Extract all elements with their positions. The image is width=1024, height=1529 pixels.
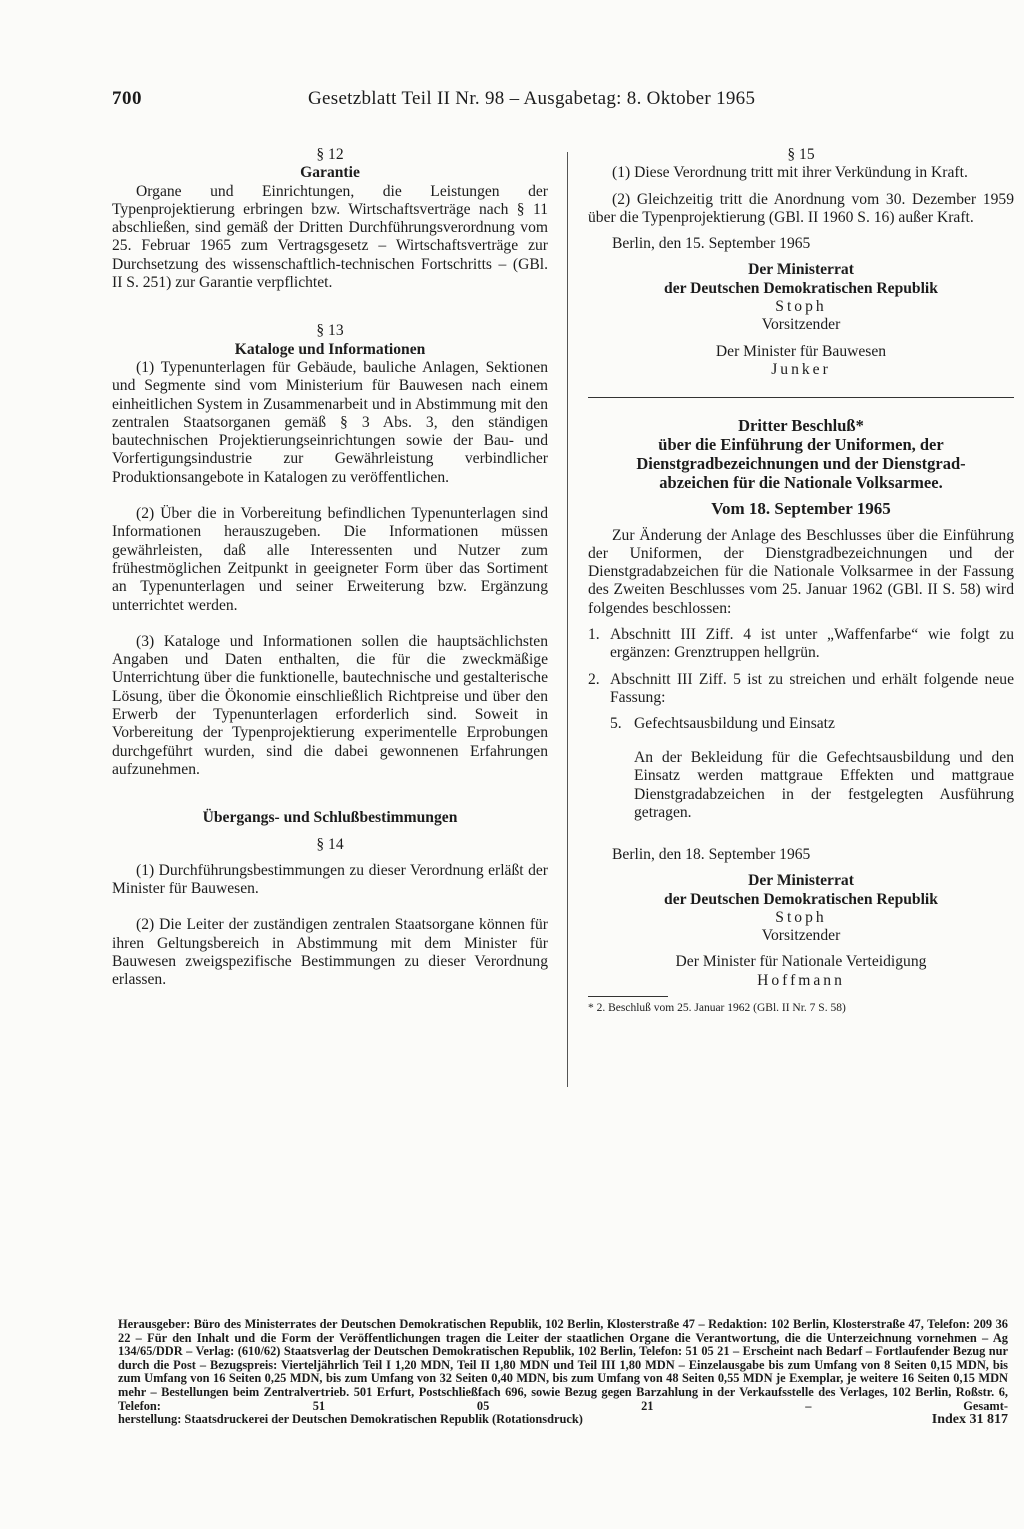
- index-number: Index 31 817: [931, 1412, 1008, 1428]
- decision-subitem: [610, 715, 1014, 733]
- imprint-text: Herausgeber: Büro des Ministerrates der Deutschen Demokratischen Republik, 102 Berlin, Klosterstraße 47 – Redaktion: 102 Berlin, Klosterstraße 47, Telefon: 209 36 22 – Für den Inhalt und die Form der Veröffentlichungen tragen die Leiter der staatlichen Organe die Verantwortung, die die Unterzeichnung vornehmen – Ag 134/65/DDR – Verlag: (610/62) Staatsverlag der Deutschen Demokratischen Republik, 102 Berlin, Telefon: 51 05 21 – Erscheint nach Bedarf – Fortlaufender Bezug nur durch die Post – Bezugspreis: Vierteljährlich Teil I 1,20 MDN, Teil II 1,80 MDN und Teil III 1,80 MDN – Einzelausgabe bis zum Umfang von 8 Seiten 0,15 MDN, bis zum Umfang von 16 Seiten 0,25 MDN, bis zum Umfang von 32 Seiten 0,40 MDN, bis zum Umfang von 48 Seiten 0,55 MDN je Exemplar, je weitere 16 Seiten 0,15 MDN mehr – Bestellungen beim Zentralvertrieb. 501 Erfurt, Postschließfach 696, sowie Bezug gegen Barzahlung in der Verkaufsstelle des Verlages, 102 Berlin, Roßstr. 6, Telefon: 51 05 21 – Gesamt-: [118, 1317, 1008, 1413]
- signature-2-place-date: Berlin, den 18. September 1965: [612, 845, 811, 863]
- signature-1-place-date: Berlin, den 15. September 1965: [612, 235, 811, 253]
- section-12-text: Organe und Einrichtungen, die Leistungen der Typenprojektierung erbringen bzw. Wirtschaftsverträge nach § 11 abschließen, sind gemäß der Dritten Durchführungsverordnung vom 25. Februar 1965 zum Vertragsgesetz – Wirtschaftsverträge zur Durchsetzung des wissenschaftlich-technischen Fortschritts – (GBl. II S. 251) zur Garantie verpflichtet.: [112, 182, 548, 292]
- footnote: * 2. Beschluß vom 25. Januar 1962 (GBl. II Nr. 7 S. 58): [588, 1001, 846, 1014]
- section-15-paragraph-2: (2) Gleichzeitig tritt die Anordnung vom 30. Dezember 1959 über die Typenprojektierung (GBl. II 1960 S. 16) außer Kraft.: [588, 190, 1014, 226]
- decision-items: [588, 626, 1014, 707]
- signature-1-role-1: Vorsitzender: [761, 316, 841, 334]
- section-14-paragraph-2: (2) Die Leiter der zuständigen zentralen Staatsorgane können für ihren Geltungsbereich in Abstimmung mit dem Minister für Bauwesen zweigspezifische Bestimmungen zu dieser Verordnung erlassen.: [112, 916, 548, 989]
- section-14-paragraph-1: (1) Durchführungsbestimmungen zu dieser Verordnung erläßt der Minister für Bauwesen.: [112, 861, 548, 898]
- signature-1-body-line-1: Der Ministerrat: [748, 261, 854, 279]
- decision-item-1-text: Abschnitt III Ziff. 4 ist unter „Waffenfarbe“ wie folgt zu ergänzen: Grenztruppen hellgrün.: [610, 626, 1014, 662]
- decision-item-2-number: 2.: [588, 670, 600, 688]
- section-15-number: § 15: [787, 146, 815, 163]
- signature-1-name-1: Stoph: [775, 298, 827, 316]
- decision-intro: Zur Änderung der Anlage des Beschlusses über die Einführung der Uniformen, der Dienstgradbezeichnungen und der Dienstgradabzeichen für die Nationale Volksarmee in der Fassung des Zweiten Beschlusses vom 25. Januar 1962 (GBl. II S. 58) wird folgendes beschlossen:: [588, 526, 1014, 617]
- transition-heading: Übergangs- und Schlußbestimmungen: [202, 809, 458, 827]
- decision-date: Vom 18. September 1965: [711, 499, 891, 519]
- section-13-title: Kataloge und Informationen: [234, 340, 426, 358]
- imprint: [118, 1318, 1008, 1427]
- column-divider: [567, 152, 568, 1087]
- signature-1-name-2: Junker: [771, 360, 831, 378]
- footnote-rule: [588, 996, 668, 997]
- section-13-paragraph-2: (2) Über die in Vorbereitung befindlichen Typenunterlagen sind Informationen herauszugeben. Die Informationen müssen gewährleisten, daß alle Interessenten und Nutzer zum frühestmöglichen Zeitpunkt in geeigneter Form über das Sortiment an Typenunterlagen und seiner Erweiterung bzw. Ergänzung unterrichtet werden.: [112, 505, 548, 614]
- decision-subitem-title: Gefechtsausbildung und Einsatz: [634, 715, 835, 733]
- imprint-last-line: herstellung: Staatsdruckerei der Deutschen Demokratischen Republik (Rotationsdruck): [118, 1412, 583, 1427]
- signature-1-minister: Der Minister für Bauwesen: [715, 342, 887, 360]
- decision-title-line-2: über die Einführung der Uniformen, der: [658, 435, 944, 455]
- decision-item-1: [588, 626, 1014, 663]
- section-14-number: § 14: [316, 835, 344, 853]
- imprint-last-row: [118, 1413, 1008, 1427]
- decision-title-line-1: Dritter Beschluß*: [738, 416, 864, 436]
- signature-2-role-1: Vorsitzender: [761, 927, 841, 945]
- decision-item-1-number: 1.: [588, 626, 600, 644]
- page-number: 700: [112, 88, 142, 109]
- decision-subitem-number: 5.: [610, 715, 622, 733]
- decision-item-2: [588, 671, 1014, 708]
- decision-title-line-4: abzeichen für die Nationale Volksarmee.: [659, 473, 943, 493]
- section-15-paragraph-1: (1) Diese Verordnung tritt mit ihrer Verkündung in Kraft.: [612, 164, 968, 182]
- signature-2-body-line-2: der Deutschen Demokratischen Republik: [664, 890, 938, 908]
- section-13-number: § 13: [316, 322, 344, 340]
- right-column: [588, 146, 1014, 1015]
- left-column: [112, 146, 548, 990]
- section-13-paragraph-3: (3) Kataloge und Informationen sollen die hauptsächlichsten Angaben und Daten enthalten, die für die zweckmäßige Unterrichtung über die funktionelle, bautechnische und gestalterische Lösung, über die Ökonomie einschließlich Richtpreise und über den Erwerb der Typenunterlagen erforderlich sind. Soweit in Vorbereitung der Typenprojektierung experimentelle Erprobungen durchgeführt wurden, sind die dabei gewonnenen Erfahrungen aufzunehmen.: [112, 632, 548, 778]
- signature-2-name-1: Stoph: [775, 908, 827, 926]
- section-12-number: § 12: [316, 146, 344, 163]
- section-12-title: Garantie: [300, 164, 360, 182]
- decision-subitem-text: An der Bekleidung für die Gefechtsausbildung und den Einsatz werden mattgraue Effekten und mattgraue Dienstgradabzeichen in der festgelegten Ausführung getragen.: [634, 749, 1014, 822]
- decision-item-2-text: Abschnitt III Ziff. 5 ist zu streichen und erhält folgende neue Fassung:: [610, 670, 1014, 706]
- page-header-title: Gesetzblatt Teil II Nr. 98 – Ausgabetag: 8. Oktober 1965: [308, 88, 756, 109]
- signature-2-name-2: Hoffmann: [757, 971, 845, 989]
- signature-1-body-line-2: der Deutschen Demokratischen Republik: [664, 279, 938, 297]
- signature-2-body-line-1: Der Ministerrat: [748, 872, 854, 890]
- signature-2-minister: Der Minister für Nationale Verteidigung: [675, 953, 927, 971]
- decision-title-line-3: Dienstgradbezeichnungen und der Dienstgrad-: [636, 454, 966, 474]
- section-13-paragraph-1: (1) Typenunterlagen für Gebäude, bauliche Anlagen, Sektionen und Segmente sind vom Ministerium für Bauwesen nach einem einheitlichen System in Zusammenarbeit und in Abstimmung mit den zentralen Staatsorganen gemäß § 3 Abs. 3, den ständigen bautechnischen Projektierungseinrichtungen sowie der Bau- und Vorfertigungsindustrie zur Gewährleistung verbindlicher Produktionsangebote in Katalogen zu veröffentlichen.: [112, 358, 548, 486]
